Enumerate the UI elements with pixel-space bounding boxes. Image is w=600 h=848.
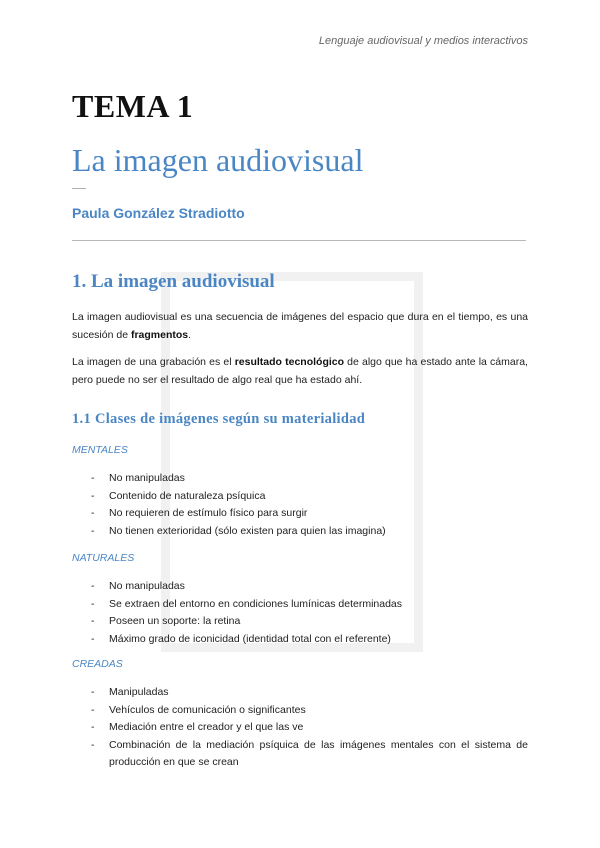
bullet-dash: - <box>91 597 95 610</box>
title-dash-divider <box>72 188 86 189</box>
list-item <box>72 578 528 596</box>
list-item-text: Contenido de naturaleza psíquica <box>109 489 266 502</box>
bullet-dash: - <box>91 580 95 592</box>
paragraph-1 <box>72 309 528 344</box>
tema-label: TEMA 1 <box>72 88 194 124</box>
list-item <box>72 702 528 720</box>
paragraph-1-bold: fragmentos <box>130 328 189 341</box>
list-item-text: No tienen exterioridad (sólo existen para quien las imagina) <box>109 524 386 537</box>
list-item-text: Se extraen del entorno en condiciones lumínicas determinadas <box>109 597 403 610</box>
list-item-text: Mediación entre el creador y el que las ve <box>109 721 304 733</box>
author-name: Paula González Stradiotto <box>72 205 245 221</box>
document-title: La imagen audiovisual <box>72 142 364 178</box>
subsection-heading: 1.1 Clases de imágenes según su materialidad <box>72 411 366 427</box>
bullet-dash: - <box>91 507 95 519</box>
bullet-dash: - <box>91 686 95 698</box>
bullet-dash: - <box>91 472 95 484</box>
group-label-naturales: NATURALES <box>72 552 135 564</box>
list-naturales <box>72 578 528 648</box>
running-header: Lenguaje audiovisual y medios interactivos <box>318 35 528 47</box>
paragraph-2-end: de algo que ha estado ante la cámara, pero puede no ser el resultado de algo real que ha estado ahí. <box>72 356 528 386</box>
paragraph-2-bold: resultado tecnológico <box>234 356 345 368</box>
list-item <box>72 737 528 772</box>
list-item-text: Combinación de la mediación psíquica de las imágenes mentales con el sistema de producción en que se crean <box>109 738 528 768</box>
list-item-text: Poseen un soporte: la retina <box>109 615 241 627</box>
bullet-dash: - <box>91 721 95 733</box>
bullet-dash: - <box>91 615 95 627</box>
bullet-dash: - <box>91 632 95 645</box>
list-item <box>72 488 528 506</box>
paragraph-1-end: . <box>188 328 192 341</box>
list-item-text: Manipuladas <box>109 686 169 698</box>
list-item-text: Vehículos de comunicación o significantes <box>109 703 306 716</box>
header-divider <box>72 240 526 241</box>
list-item-text: No manipuladas <box>109 580 185 592</box>
group-label-mentales: MENTALES <box>72 444 128 456</box>
bullet-dash: - <box>91 703 95 716</box>
list-item <box>72 523 528 541</box>
list-item <box>72 631 528 649</box>
list-item <box>72 596 528 614</box>
list-item <box>72 505 528 523</box>
list-item <box>72 613 528 631</box>
bullet-dash: - <box>91 489 95 502</box>
bullet-dash: - <box>91 738 95 751</box>
list-item <box>72 470 528 488</box>
list-item <box>72 684 528 702</box>
paragraph-2-text: La imagen de una grabación es el <box>72 356 235 368</box>
list-item-text: Máximo grado de iconicidad (identidad total con el referente) <box>109 632 391 645</box>
section-heading: 1. La imagen audiovisual <box>72 271 275 292</box>
list-item-text: No manipuladas <box>109 472 185 484</box>
paragraph-1-text: La imagen audiovisual es una secuencia de imágenes del espacio que dura en el tiempo, es una sucesión de <box>72 311 528 341</box>
paragraph-2 <box>72 354 528 389</box>
group-label-creadas: CREADAS <box>72 658 123 670</box>
list-mentales <box>72 470 528 540</box>
list-creadas <box>72 684 528 772</box>
list-item <box>72 719 528 737</box>
list-item-text: No requieren de estímulo físico para surgir <box>109 507 308 519</box>
bullet-dash: - <box>91 524 95 537</box>
